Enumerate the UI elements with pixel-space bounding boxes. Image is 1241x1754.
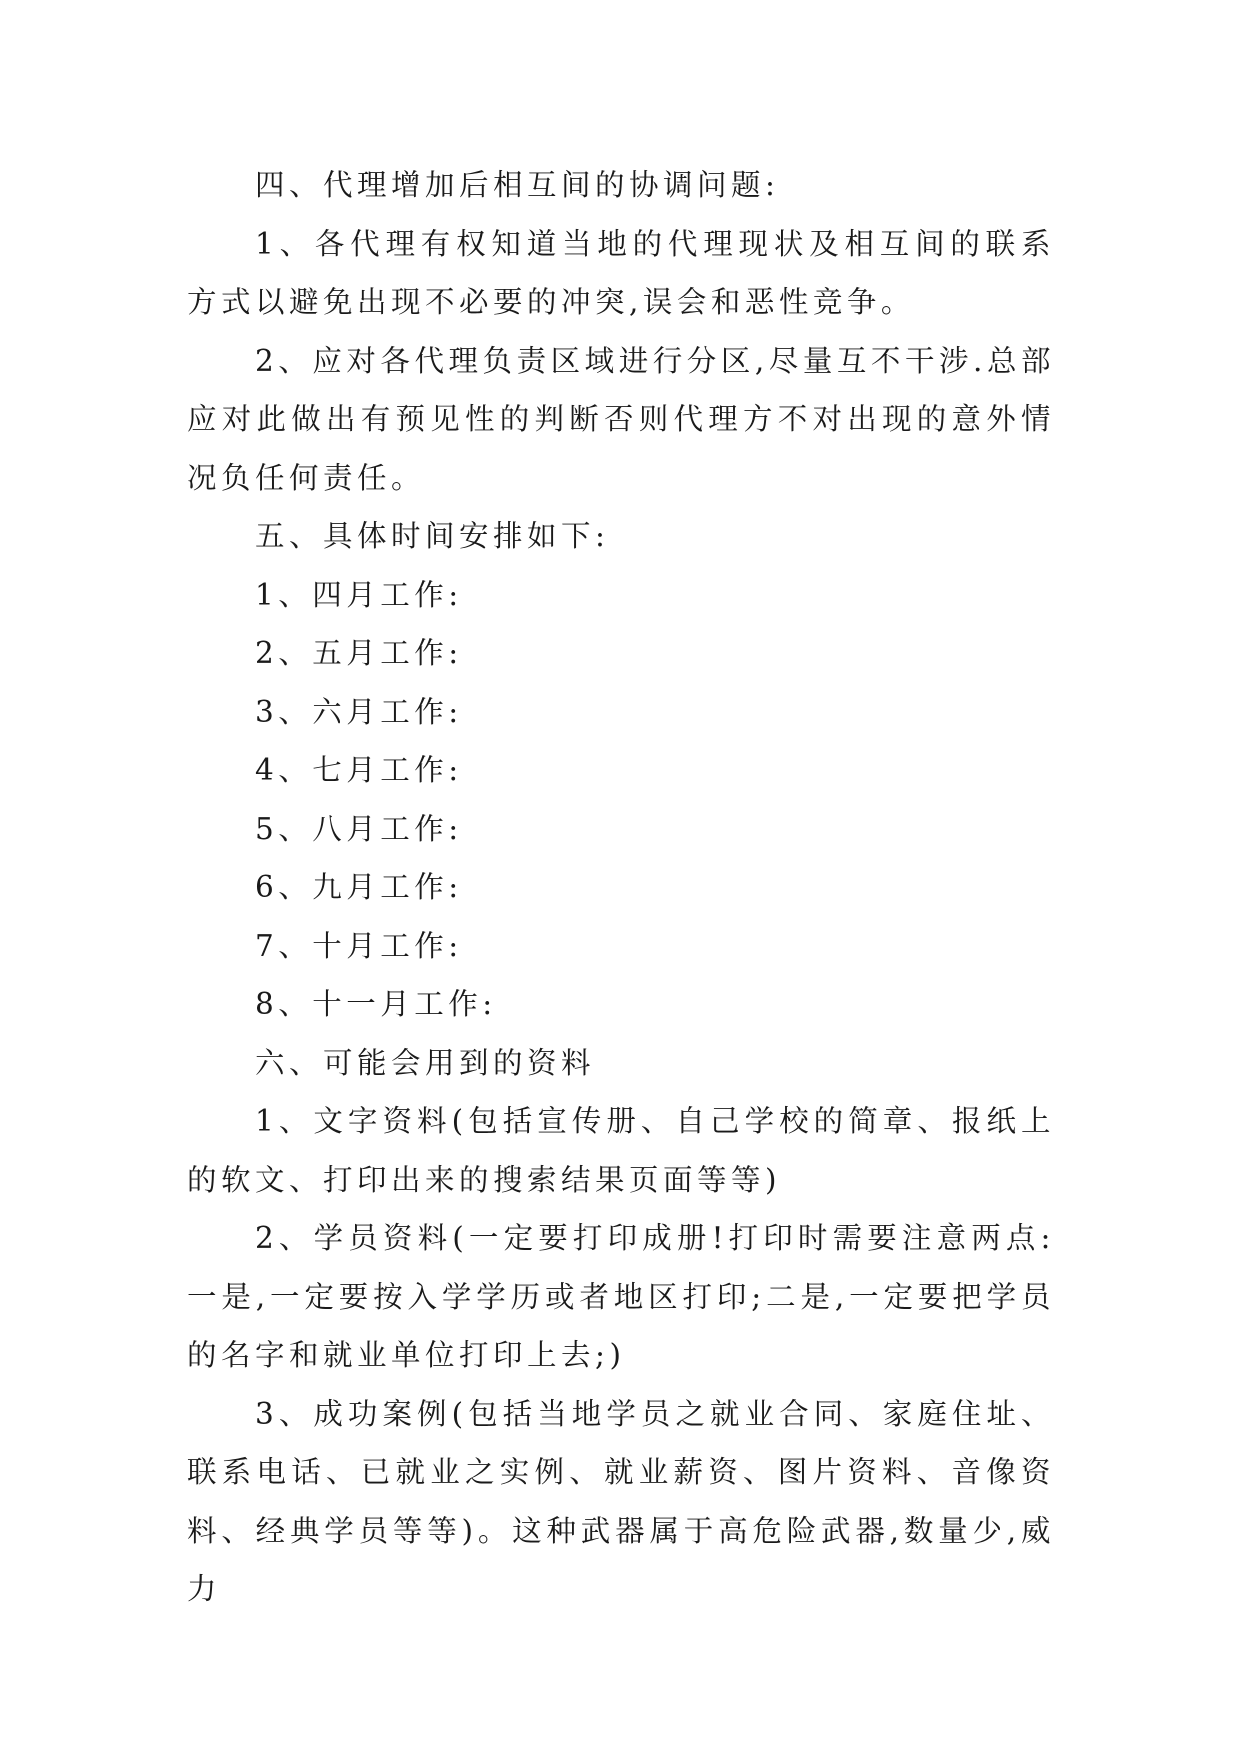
section-heading-5: 五、具体时间安排如下: <box>255 519 610 553</box>
paragraph: 1、文字资料(包括宣传册、自己学校的简章、报纸上的软文、打印出来的搜索结果页面等等) <box>187 1104 1055 1197</box>
section-heading-6: 六、可能会用到的资料 <box>255 1045 596 1080</box>
list-item: 4、七月工作: <box>255 753 463 787</box>
paragraph: 3、成功案例(包括当地学员之就业合同、家庭住址、联系电话、已就业之实例、就业薪资、图片资料、音像资料、经典学员等等)。这种武器属于高危险武器,数量少,威力 <box>187 1396 1055 1606</box>
section-heading-4: 四、代理增加后相互间的协调问题: <box>255 168 780 202</box>
paragraph: 2、学员资料(一定要打印成册!打印时需要注意两点:一是,一定要按入学学历或者地区打印;二是,一定要把学员的名字和就业单位打印上去;) <box>187 1221 1055 1372</box>
document-body <box>187 156 1055 1619</box>
list-item: 8、十一月工作: <box>255 987 497 1021</box>
list-item: 5、八月工作: <box>255 811 463 846</box>
list-item: 6、九月工作: <box>255 870 463 904</box>
list-item: 1、四月工作: <box>255 577 463 612</box>
paragraph: 2、应对各代理负责区域进行分区,尽量互不干涉.总部应对此做出有预见性的判断否则代理方不对出现的意外情况负任何责任。 <box>187 343 1055 495</box>
list-item: 2、五月工作: <box>255 636 463 670</box>
list-item: 7、十月工作: <box>255 928 463 963</box>
list-item: 3、六月工作: <box>255 694 463 729</box>
paragraph: 1、各代理有权知道当地的代理现状及相互间的联系方式以避免出现不必要的冲突,误会和恶性竞争。 <box>187 226 1055 319</box>
